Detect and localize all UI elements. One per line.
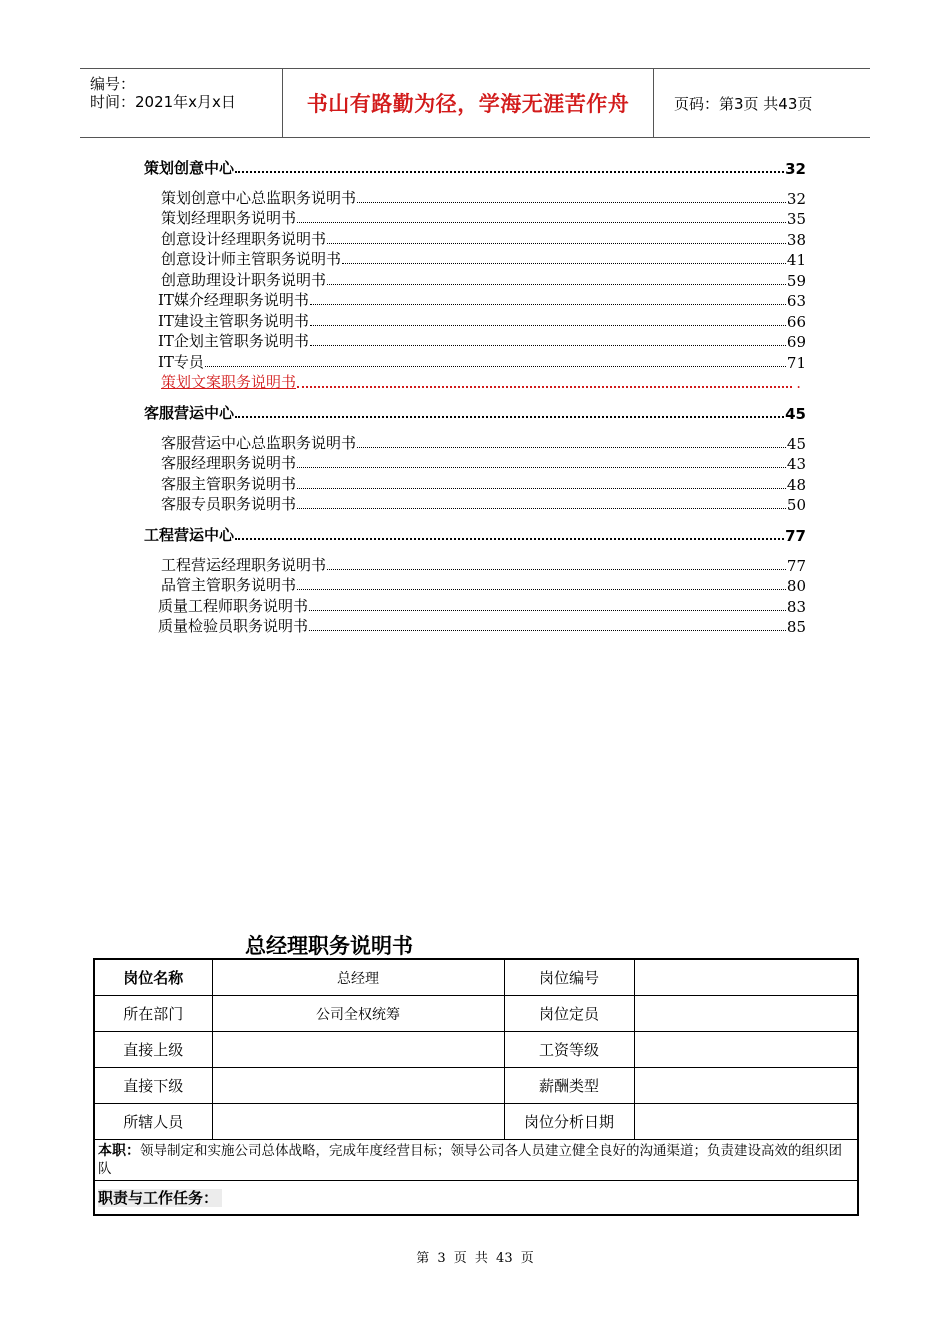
toc-leader-dots [327, 568, 786, 570]
toc-page-number: 59 [786, 272, 806, 290]
toc-item-line[interactable] [158, 311, 806, 331]
toc-title: 品管主管职务说明书 [161, 576, 297, 594]
toc-leader-dots [310, 303, 786, 305]
jd-label-cell: 岗位定员 [504, 996, 634, 1032]
header-motto: 书山有路勤为径，学海无涯苦作舟 [283, 69, 654, 137]
number-label: 编号： [90, 75, 136, 93]
jd-value-cell: 公司全权统筹 [212, 996, 504, 1032]
jd-value-cell [212, 1068, 504, 1104]
table-row [94, 1104, 858, 1140]
jd-label-cell: 所辖人员 [94, 1104, 212, 1140]
toc-page-number: 38 [786, 231, 806, 249]
toc-leader-dots [235, 537, 784, 540]
toc-leader-dots [297, 487, 786, 489]
jd-label-cell: 直接下级 [94, 1068, 212, 1104]
toc-item-line[interactable] [158, 331, 806, 351]
toc-page-number: 50 [786, 496, 806, 514]
toc-item-line[interactable] [161, 229, 806, 249]
toc-title: 策划经理职务说明书 [161, 209, 297, 227]
toc-item-line[interactable] [158, 596, 806, 616]
toc-leader-dots [357, 446, 786, 448]
toc-section-line[interactable] [144, 403, 806, 423]
page-footer: 第 3 页 共 43 页 [416, 1251, 534, 1266]
toc-item-line[interactable] [161, 188, 806, 208]
table-row [94, 996, 858, 1032]
jd-value-cell [634, 1068, 858, 1104]
toc-leader-dots [327, 283, 786, 285]
jd-value-cell [634, 1104, 858, 1140]
table-row [94, 1181, 858, 1216]
jd-value-cell [634, 1032, 858, 1068]
toc-leader-dots [297, 221, 786, 223]
toc-leader-dots [297, 385, 792, 388]
page-header [80, 68, 870, 138]
toc-leader-dots [310, 344, 786, 346]
toc-item-line[interactable] [161, 208, 806, 228]
table-row [94, 1032, 858, 1068]
toc-title: 工程营运经理职务说明书 [161, 556, 327, 574]
toc-title: 创意助理设计职务说明书 [161, 271, 327, 289]
jd-value-cell [212, 1104, 504, 1140]
toc-leader-dots [309, 629, 786, 631]
toc-leader-dots [357, 201, 786, 203]
table-row [94, 1140, 858, 1181]
jd-duty-cell [94, 1140, 858, 1181]
toc-page-number: 41 [786, 251, 806, 269]
toc-title: 策划文案职务说明书 [161, 373, 297, 391]
toc-section-line[interactable] [144, 525, 806, 545]
toc-page-number: 80 [786, 577, 806, 595]
toc-title: 创意设计师主管职务说明书 [161, 250, 342, 268]
toc-title: IT企划主管职务说明书 [158, 332, 309, 350]
toc-leader-dots [235, 415, 784, 418]
jd-label-cell: 所在部门 [94, 996, 212, 1032]
toc-item-line[interactable] [161, 270, 806, 290]
jd-label-cell: 岗位分析日期 [504, 1104, 634, 1140]
toc-leader-dots [205, 365, 786, 367]
toc-page-number: 32 [786, 190, 806, 208]
toc-page-number: 83 [786, 598, 806, 616]
toc-title: 质量检验员职务说明书 [158, 617, 309, 635]
toc-page-number: 77 [786, 557, 806, 575]
duty-text: 领导制定和实施公司总体战略，完成年度经营目标；领导公司各人员建立健全良好的沟通渠道；负责建设高效的组织团队 [98, 1143, 842, 1177]
toc-page-number: 69 [786, 333, 806, 351]
toc-item-line[interactable] [161, 433, 806, 453]
toc-leader-dots [342, 262, 786, 264]
toc-item-line[interactable] [161, 575, 806, 595]
jd-label-cell: 直接上级 [94, 1032, 212, 1068]
toc-title: 质量工程师职务说明书 [158, 597, 309, 615]
page-info-text: 页码：第3页 共43页 [674, 94, 813, 113]
toc-item-line[interactable] [158, 352, 806, 372]
jd-label-cell: 岗位编号 [504, 959, 634, 996]
toc-page-number: 77 [785, 527, 806, 545]
toc-title: 客服主管职务说明书 [161, 475, 297, 493]
jd-tasks-cell [94, 1181, 858, 1216]
toc-item-line[interactable] [161, 474, 806, 494]
toc-title: 创意设计经理职务说明书 [161, 230, 327, 248]
toc-title: 客服专员职务说明书 [161, 495, 297, 513]
toc-page-number: 43 [786, 455, 806, 473]
toc-page-number: 45 [786, 435, 806, 453]
toc-title: IT建设主管职务说明书 [158, 312, 309, 330]
toc-item-line[interactable] [158, 616, 806, 636]
toc-page-number: 35 [786, 210, 806, 228]
toc-page-number: 85 [786, 618, 806, 636]
tasks-label: 职责与工作任务： [98, 1189, 222, 1207]
header-page-info [664, 69, 870, 137]
toc-title: IT媒介经理职务说明书 [158, 291, 309, 309]
toc-title: IT专员 [158, 353, 204, 371]
table-row [94, 1068, 858, 1104]
jd-value-cell [212, 1032, 504, 1068]
toc-title: 客服营运中心 [144, 404, 235, 422]
toc-title: 客服营运中心总监职务说明书 [161, 434, 357, 452]
toc-leader-dots [297, 507, 786, 509]
toc-page-number: . [796, 374, 801, 392]
jd-value-cell: 总经理 [212, 959, 504, 996]
toc-page-number: 66 [786, 313, 806, 331]
toc-item-line[interactable] [161, 249, 806, 269]
toc-item-line[interactable] [161, 453, 806, 473]
jd-value-cell [634, 996, 858, 1032]
toc-item-line[interactable] [161, 555, 806, 575]
toc-leader-dots [327, 242, 786, 244]
toc-page-number: 63 [786, 292, 806, 310]
toc-leader-dots [310, 324, 786, 326]
time-label: 时间：2021年x月x日 [90, 93, 236, 111]
toc-item-line-highlighted[interactable] [161, 372, 801, 392]
toc-leader-dots [235, 170, 784, 173]
header-meta [80, 69, 283, 137]
toc-title: 工程营运中心 [144, 526, 235, 544]
toc-page-number: 71 [786, 354, 806, 372]
jd-label-cell: 岗位名称 [94, 959, 212, 996]
toc-page-number: 45 [785, 405, 806, 423]
jd-value-cell [634, 959, 858, 996]
toc-page-number: 32 [785, 160, 806, 178]
toc-leader-dots [297, 466, 786, 468]
toc-title: 客服经理职务说明书 [161, 454, 297, 472]
toc-title: 策划创意中心 [144, 159, 235, 177]
toc-item-line[interactable] [158, 290, 806, 310]
toc-title: 策划创意中心总监职务说明书 [161, 189, 357, 207]
toc-page-number: 48 [786, 476, 806, 494]
toc-item-line[interactable] [161, 494, 806, 514]
jd-title: 总经理职务说明书 [245, 934, 413, 958]
jd-table [93, 958, 859, 1216]
jd-label-cell: 工资等级 [504, 1032, 634, 1068]
toc-leader-dots [297, 588, 786, 590]
jd-label-cell: 薪酬类型 [504, 1068, 634, 1104]
table-row [94, 959, 858, 996]
toc-section-line[interactable] [144, 158, 806, 178]
duty-label: 本职： [98, 1143, 140, 1159]
toc-leader-dots [309, 609, 786, 611]
